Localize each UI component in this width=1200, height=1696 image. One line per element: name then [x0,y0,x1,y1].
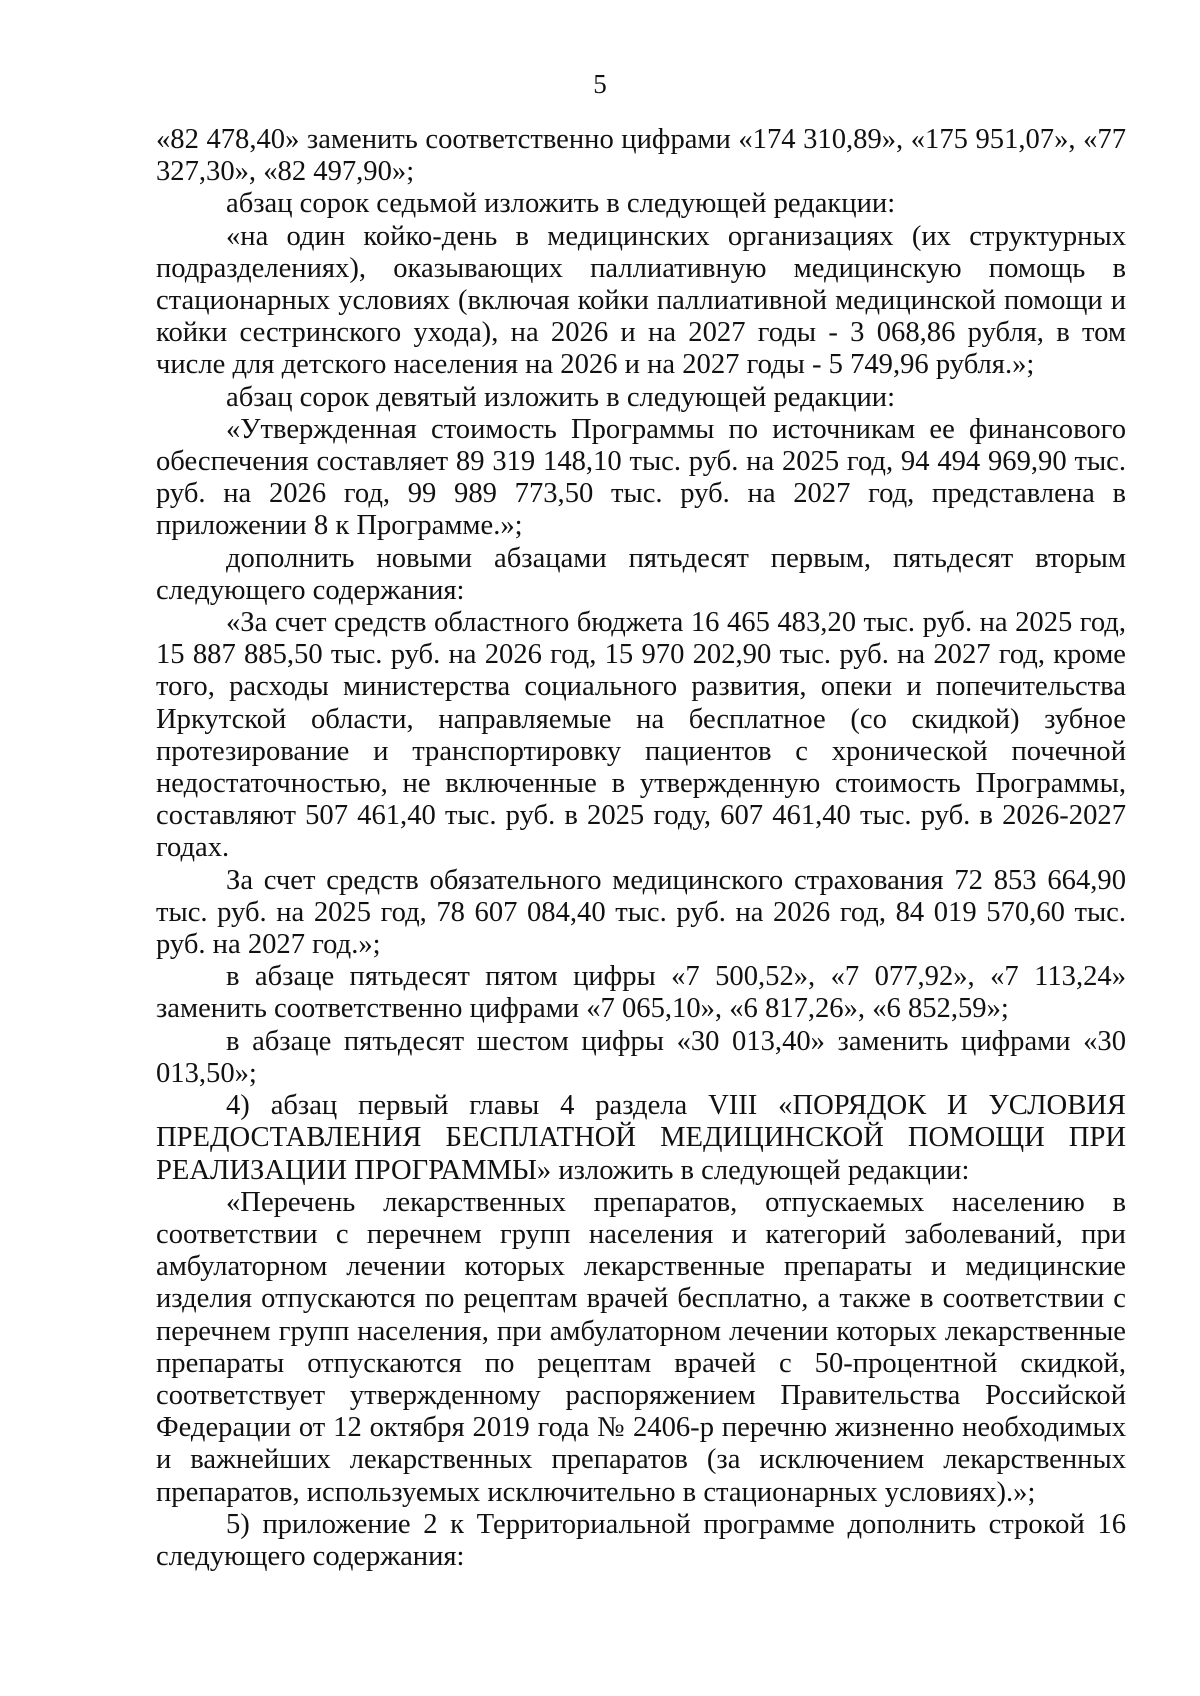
paragraph-oms-funds: За счет средств обязательного медицинского страхования 72 853 664,90 тыс. руб. на 2025 год, 78 607 084,40 тыс. руб. на 2026 год, 84 019 570,60 тыс. руб. на 2027 год.»; [156,864,1126,961]
page-number: 5 [593,69,607,99]
paragraph-program-cost: «Утвержденная стоимость Программы по источникам ее финансового обеспечения составляет 89 319 148,10 тыс. руб. на 2025 год, 94 494 969,90 тыс. руб. на 2026 год, 99 989 773,50 тыс. руб. на 2027 год, представлена в приложении 8 к Программе.»; [156,413,1126,542]
paragraph-amendment-49: абзац сорок девятый изложить в следующей редакции: [226,381,896,413]
paragraph-amendment-56: в абзаце пятьдесят шестом цифры «30 013,40» заменить цифрами «30 013,50»; [156,1025,1126,1089]
paragraph-item-4: 4) абзац первый главы 4 раздела VIII «ПОРЯДОК И УСЛОВИЯ ПРЕДОСТАВЛЕНИЯ БЕСПЛАТНОЙ МЕДИЦИНСКОЙ ПОМОЩИ ПРИ РЕАЛИЗАЦИИ ПРОГРАММЫ» изложить в следующей редакции: [156,1090,1126,1186]
document-body [156,124,1126,1573]
paragraph-item-5: 5) приложение 2 к Территориальной программе дополнить строкой 16 следующего содержания: [156,1508,1126,1572]
paragraph-drug-list: «Перечень лекарственных препаратов, отпускаемых населению в соответствии с перечнем групп населения и категорий заболеваний, при амбулаторном лечении которых лекарственные препараты и медицинские изделия отпускаются по рецептам врачей бесплатно, а также в соответствии с перечнем групп населения, при амбулаторном лечении которых лекарственные препараты отпускаются по рецептам врачей с 50-процентной скидкой, соответствует утвержденному распоряжением Правительства Российской Федерации от 12 октября 2019 года № 2406-р перечню жизненно необходимых и важнейших лекарственных препаратов (за исключением лекарственных препаратов, используемых исключительно в стационарных условиях).»; [156,1186,1126,1508]
paragraph-amendment-55: в абзаце пятьдесят пятом цифры «7 500,52», «7 077,92», «7 113,24» заменить соответственно цифрами «7 065,10», «6 817,26», «6 852,59»; [156,961,1126,1025]
paragraph-amendment-47: абзац сорок седьмой изложить в следующей редакции: [226,188,896,220]
paragraph-add-new: дополнить новыми абзацами пятьдесят первым, пятьдесят вторым следующего содержания: [156,542,1126,606]
paragraph-bed-day-cost: «на один койко-день в медицинских организациях (их структурных подразделениях), оказывающих паллиативную медицинскую помощь в стационарных условиях (включая койки паллиативной медицинской помощи и койки сестринского ухода), на 2026 и на 2027 годы - 3 068,86 рубля, в том числе для детского населения на 2026 и на 2027 годы - 5 749,96 рубля.»; [156,220,1126,381]
paragraph-continuation: «82 478,40» заменить соответственно цифрами «174 310,89», «175 951,07», «77 327,30», «82 497,90»; [156,124,1126,188]
paragraph-regional-budget: «За счет средств областного бюджета 16 465 483,20 тыс. руб. на 2025 год, 15 887 885,50 тыс. руб. на 2026 год, 15 970 202,90 тыс. руб. на 2027 год, кроме того, расходы министерства социального развития, опеки и попечительства Иркутской области, направляемые на бесплатное (со скидкой) зубное протезирование и транспортировку пациентов с хронической почечной недостаточностью, не включенные в утвержденную стоимость Программы, составляют 507 461,40 тыс. руб. в 2025 году, 607 461,40 тыс. руб. в 2026-2027 годах. [156,607,1126,864]
